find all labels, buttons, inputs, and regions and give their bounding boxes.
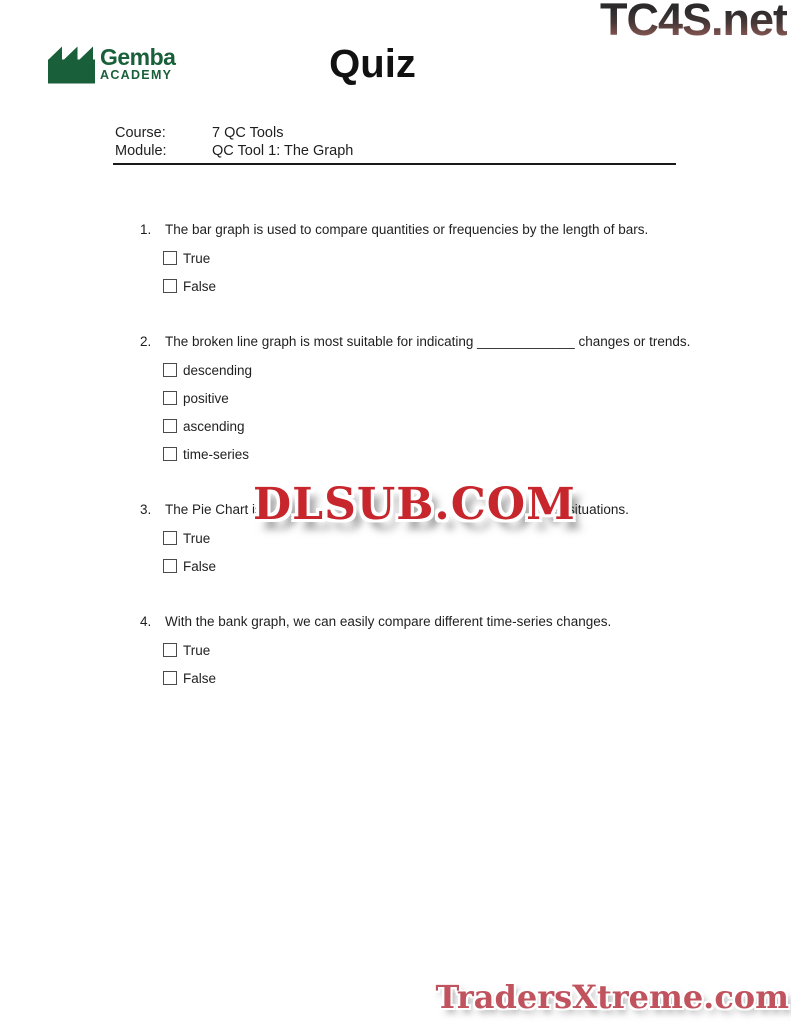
question-2 <box>140 334 720 462</box>
option-row <box>163 362 720 378</box>
question-4 <box>140 614 720 686</box>
checkbox[interactable] <box>163 419 177 433</box>
option-row <box>163 418 720 434</box>
option-label: False <box>183 670 217 686</box>
option-label: False <box>183 278 217 294</box>
question-2-options <box>163 362 720 462</box>
option-row <box>163 642 720 658</box>
option-row <box>163 446 720 462</box>
question-text-suffix: al situations. <box>553 502 629 517</box>
option-row <box>163 670 720 686</box>
option-row <box>163 390 720 406</box>
question-3-options <box>163 530 720 574</box>
question-list <box>140 222 720 726</box>
option-label: False <box>183 558 217 574</box>
question-2-line <box>140 334 720 350</box>
tradersxtreme-watermark: TradersXtreme.com <box>435 978 789 1016</box>
course-label: Course: <box>115 125 166 141</box>
option-label: True <box>183 642 211 658</box>
option-row <box>163 278 720 294</box>
question-4-options <box>163 642 720 686</box>
option-label: descending <box>183 362 253 378</box>
module-label: Module: <box>115 143 167 159</box>
question-1 <box>140 222 720 294</box>
checkbox[interactable] <box>163 559 177 573</box>
checkbox[interactable] <box>163 363 177 377</box>
checkbox[interactable] <box>163 643 177 657</box>
course-value: 7 QC Tools <box>212 125 284 141</box>
option-label: ascending <box>183 418 245 434</box>
question-text: The bar graph is used to compare quantities or frequencies by the length of bars. <box>165 222 649 237</box>
module-value: QC Tool 1: The Graph <box>212 143 354 159</box>
checkbox[interactable] <box>163 279 177 293</box>
question-4-line <box>140 614 720 630</box>
question-text: The broken line graph is most suitable for indicating _____________ changes or trends. <box>165 334 691 349</box>
option-label: True <box>183 250 211 266</box>
question-number: 1. <box>140 222 152 237</box>
question-number: 2. <box>140 334 152 349</box>
option-row <box>163 558 720 574</box>
option-label: time-series <box>183 446 250 462</box>
module-row <box>113 142 676 160</box>
question-1-line <box>140 222 720 238</box>
question-1-options <box>163 250 720 294</box>
gemba-logo-subname: ACADEMY <box>100 68 173 82</box>
question-number: 3. <box>140 502 152 517</box>
course-module-header <box>113 124 676 165</box>
question-number: 4. <box>140 614 152 629</box>
option-label: True <box>183 530 211 546</box>
gemba-logo-name: Gemba <box>100 44 176 70</box>
tc4s-watermark: TC4S.net <box>600 0 787 46</box>
checkbox[interactable] <box>163 671 177 685</box>
checkbox[interactable] <box>163 447 177 461</box>
option-row <box>163 250 720 266</box>
page-title: Quiz <box>329 42 416 86</box>
checkbox[interactable] <box>163 391 177 405</box>
option-label: positive <box>183 390 229 406</box>
question-text: With the bank graph, we can easily compare different time-series changes. <box>165 614 612 629</box>
question-text-prefix: The Pie Chart is <box>165 502 262 517</box>
checkbox[interactable] <box>163 531 177 545</box>
checkbox[interactable] <box>163 251 177 265</box>
dlsub-watermark: DLSUB.COM <box>253 479 576 530</box>
option-row <box>163 530 720 546</box>
course-row <box>113 124 676 142</box>
